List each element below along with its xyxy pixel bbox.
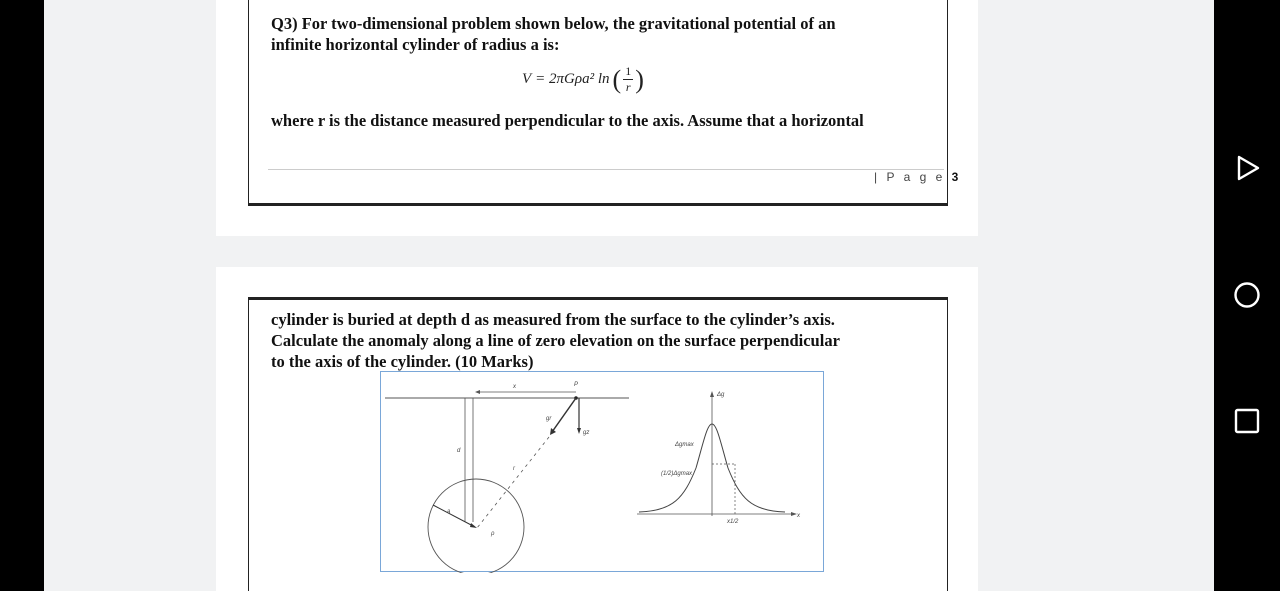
android-nav-bar [1214,0,1280,591]
footer-rule [268,169,944,170]
home-button[interactable] [1230,278,1264,312]
radius-arrow-head [470,523,477,528]
gr-vector [552,398,576,432]
label-gz: gz [583,430,590,436]
potential-formula [522,64,644,95]
page2-line-3: to the axis of the cylinder. (10 Marks) [271,352,534,371]
formula-fraction [623,64,633,95]
cylinder-circle [428,479,524,573]
right-paren: ) [635,64,644,94]
label-gr: gr [546,416,552,422]
left-paren: ( [612,64,622,94]
dg-axis-head [710,391,714,397]
page-number-value: 3 [951,170,962,184]
triangle-back-icon [1232,153,1262,183]
label-dgmax: Δgmax [675,442,694,448]
back-button[interactable] [1230,151,1264,185]
formula-rhs: = 2πGρa² ln [535,71,610,87]
formula-lhs: V [522,71,532,87]
question-line-1: Q3) For two-dimensional problem shown below, the gravitational potential of an [271,14,836,33]
label-half-max: (1/2)Δgmax [661,471,693,477]
label-x-axis: x [797,513,800,519]
label-x: x [513,384,516,390]
page-label: | P a g e [874,170,952,184]
label-p: P [574,382,579,388]
page2-line-2: Calculate the anomaly along a line of zero elevation on the surface perpendicular [271,331,840,350]
document-viewer[interactable] [44,0,1214,591]
body-line: where r is the distance measured perpendicular to the axis. Assume that a horizontal [271,111,864,130]
page-3 [216,0,978,236]
figure-svg [381,372,825,573]
gr-arrow-head [550,428,556,435]
radius-line [433,505,475,527]
label-rho: ρ [491,531,495,537]
fraction-numerator: 1 [625,64,632,78]
page-number [874,170,961,184]
x-arrow-head [475,390,480,394]
circle-home-icon [1232,280,1262,310]
label-dg: Δg [717,392,725,398]
recents-button[interactable] [1230,404,1264,438]
cylinder-figure [380,371,824,572]
fraction-denominator: r [625,80,631,94]
label-x-half: x1/2 [727,519,739,525]
page2-line-1: cylinder is buried at depth d as measured from the surface to the cylinder’s axis. [271,310,835,329]
square-recents-icon [1232,406,1262,436]
page-4 [216,267,978,591]
left-black-bar [0,0,44,591]
label-a: a [447,509,451,515]
label-d: d [457,448,461,454]
question-line-2: infinite horizontal cylinder of radius a is: [271,35,560,54]
gz-arrow-head [577,428,581,434]
label-r: r [513,466,515,472]
r-dashed-line [477,437,549,528]
